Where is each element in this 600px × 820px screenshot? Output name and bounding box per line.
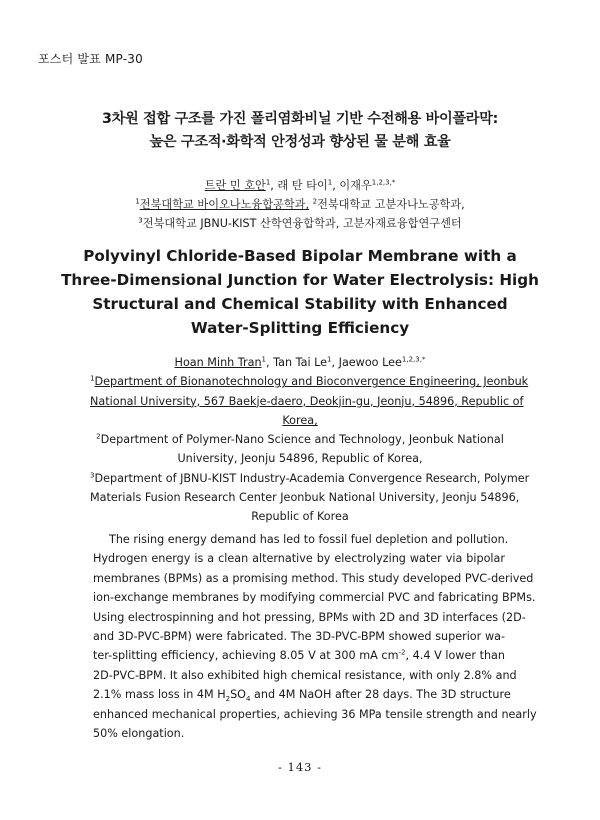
korean-affiliation-2: 전북대학교 고분자나노공학과,: [317, 198, 465, 211]
english-author-3: Jaewoo Lee: [338, 356, 402, 369]
english-author-1: Hoan Minh Tran: [174, 356, 262, 369]
abstract-line-6: and 3D-PVC-BPM) were fabricated. The 3D-PVC-BPM showed superior wa-: [93, 630, 505, 644]
english-affiliation-1-line-1: $^1$Department of Bionanotechnology and Bioconvergence Engineering, Jeonbuk: [90, 374, 529, 389]
english-affiliation-2-line-1: $^2$Department of Polymer-Nano Science and Technology, Jeonbuk National: [96, 432, 504, 447]
korean-affiliation-3: 전북대학교 JBNU-KIST 산학연융합학과, 고분자재료융합연구센터: [142, 217, 462, 230]
english-author-line: Hoan Minh Tran$^1$, Tan Tai Le$^1$, Jaewoo Lee$^{1,2,3,*}$: [174, 355, 426, 369]
english-affiliation-3-line-2: Materials Fusion Research Center Jeonbuk National University, Jeonju 54896,: [90, 491, 520, 505]
korean-authors-block: [40, 176, 560, 233]
abstract-line-4: ion-exchange membranes by modifying commercial PVC and fabricating BPMs.: [93, 591, 536, 605]
english-affiliation-1-line-2: National University, 567 Baekje-daero, Deokjin-gu, Jeonju, 54896, Republic of: [90, 394, 524, 408]
korean-affiliation-1: 전북대학교 바이오나노융합공학과,: [139, 198, 310, 211]
english-title: [40, 244, 560, 340]
abstract-line-10: enhanced mechanical properties, achieving 36 MPa tensile strength and nearly: [93, 707, 537, 721]
korean-author-3: 이재우: [339, 179, 372, 192]
english-affiliation-2-line-2: University, Jeonju 54896, Republic of Korea,: [177, 452, 423, 466]
abstract-line-8: 2D-PVC-BPM. It also exhibited high chemical resistance, with only 2.8% and: [93, 668, 517, 682]
korean-affiliation-line-2: $^3$전북대학교 JBNU-KIST 산학연융합학과, 고분자재료융합연구센터: [138, 216, 462, 230]
abstract-line-5: Using electrospinning and hot pressing, BPMs with 2D and 3D interfaces (2D-: [93, 610, 526, 624]
abstract-line-2: Hydrogen energy is a clean alternative by electrolyzing water via bipolar: [93, 552, 505, 566]
english-title-line-2: Three-Dimensional Junction for Water Electrolysis: High: [61, 271, 539, 289]
english-authors-block: [90, 353, 530, 527]
korean-author-2: 래 탄 타이: [277, 179, 328, 192]
korean-author-1: 트란 민 호안: [204, 179, 266, 192]
page-number: - 143 -: [277, 760, 323, 774]
session-label: 포스터 발표 MP-30: [38, 52, 143, 66]
english-title-line-1: Polyvinyl Chloride-Based Bipolar Membrane with a: [83, 247, 517, 265]
english-title-line-3: Structural and Chemical Stability with Enhanced: [92, 295, 508, 313]
english-affiliation-3-line-1: $^3$Department of JBNU-KIST Industry-Academia Convergence Research, Polymer: [90, 471, 530, 485]
english-title-line-4: Water-Splitting Efficiency: [190, 319, 410, 337]
korean-affiliation-line-1: $^1$전북대학교 바이오나노융합공학과, $^2$전북대학교 고분자나노공학과,: [135, 197, 465, 211]
abstract-body: [93, 530, 537, 743]
korean-author-line: 트란 민 호안$^1$, 래 탄 타이$^1$, 이재우$^{1,2,3,*}$: [204, 178, 396, 192]
english-author-2: Tan Tai Le: [273, 356, 328, 369]
abstract-line-9: 2.1% mass loss in 4M $H_2SO_4$ and 4M NaOH after 28 days. The 3D structure: [93, 688, 511, 704]
english-affiliation-3-line-3: Republic of Korea: [251, 510, 349, 524]
abstract-line-7: ter-splitting efficiency, achieving 8.05 V at 300 mA $cm^{-2}$, 4.4 V lower than: [93, 648, 505, 663]
abstract-line-11: 50% elongation.: [93, 727, 185, 741]
english-affiliation-1-line-3: Korea,: [282, 413, 318, 427]
korean-title-line-2: 높은 구조적·화학적 안정성과 향상된 물 분해 효율: [149, 134, 451, 150]
abstract-line-3: membranes (BPMs) as a promising method. This study developed PVC-derived: [93, 571, 534, 585]
korean-title: [40, 108, 560, 154]
abstract-line-1: The rising energy demand has led to fossil fuel depletion and pollution.: [109, 533, 509, 546]
korean-title-line-1: 3차원 접합 구조를 가진 폴리염화비닐 기반 수전해용 바이폴라막:: [102, 111, 498, 127]
